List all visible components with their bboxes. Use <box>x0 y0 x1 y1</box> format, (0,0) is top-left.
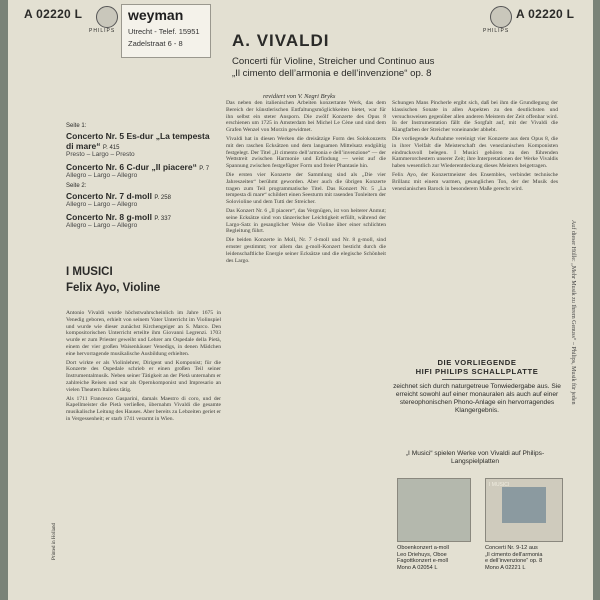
liner-paragraph: Dort wirkte er als Violinlehrer, Dirigent und Komponist; für die Konzerte des Ospedale schrieb er einen großen Teil seiner Instrumentalmusik. Neben seiner Tätigkeit an der Pietà unternahm er zahlreiche Reisen und war als Opernkomponist und Impresario an vielen Theatern Italiens tätig. <box>66 359 221 393</box>
work-ref: P. 7 <box>199 166 210 172</box>
work-ref: P. 337 <box>154 216 171 222</box>
liner-paragraph: Das neben den italienischen Arbeiten konzertante Werk, das dem Bereich der künstlerischen Entfaltungsmöglichkeiten bietet, war für ihn selbst ein steter Ansporn. Die zwölf Konzerte des Opus 8 erschienen um 1725 in Amsterdam bei Michel Le Cène und sind dem Grafen Wenzel von Morzin gewidmet. <box>226 100 386 134</box>
work-title <box>66 191 216 201</box>
promo-heading-1: DIE VORLIEGENDE <box>437 358 517 367</box>
work-subtitle <box>232 56 552 79</box>
ensemble-name: I MUSICI <box>66 266 113 278</box>
spine-text: Auf dieser Hülle: „Mehr Musik zu Ihrem Genuss“ – Philips, Musik für jeden <box>570 220 576 405</box>
work-tempi: Allegro – Largo – Allegro <box>66 172 138 179</box>
rec-line: e dell’invenzione“ op. 8 <box>485 558 543 565</box>
side-label: Seite 1: <box>66 123 87 129</box>
liner-paragraph: Als 1711 Francesco Gasparini, damals Maestro di coro, und der Kapellmeister die Pietà verließen, übernahm Vivaldi die gesamte musikalische Leitung des Hauses. Aber bereits zu Lebzeiten geriet er in Vergessenheit; er starb 1741 verarmt in Wien. <box>66 395 221 422</box>
promo-divider <box>442 379 512 380</box>
work-ref: P. 258 <box>154 195 171 201</box>
work-name: Concerto Nr. 5 Es-dur „La tempesta di mare“ <box>66 131 210 151</box>
work-tempi: Allegro – Largo – Allegro <box>66 222 138 229</box>
liner-paragraph: Schungen Mans Pincherle ergibt sich, daß bei ihm die Grundlegung der klassischen Sonate in allen Aspekten zu den deutlichsten und versuchsweisen gegenüber allen anderen Meistern der Zeit offenbar wird. In der Instrumentation fällt die Sorgfalt auf, mit der Vivaldi die Klangfarben der Streicher voneinander abhebt. <box>392 100 558 134</box>
work-tempi: Presto – Largo – Presto <box>66 151 135 158</box>
philips-shield-icon-right <box>490 6 512 28</box>
dealer-stamp <box>121 4 211 58</box>
liner-paragraph: Die vorliegende Aufnahme vereinigt vier Konzerte aus dem Opus 8, die in ihrer Vielfalt die Meisterschaft des venezianischen Komponisten eindrucksvoll belegen. I Musici gehören zu den führenden Kammerorchestern unserer Zeit; ihre Interpretationen der Werke Vivaldis haben wesentlich zur Wiederentdeckung dieses Meisters beigetragen. <box>392 135 558 170</box>
composer-title: A. VIVALDI <box>232 31 330 50</box>
brand-label-right: PHILIPS <box>483 28 510 34</box>
work-name: Concerto Nr. 7 d-moll <box>66 191 152 201</box>
printed-in-label: Printed in Holland <box>52 523 57 560</box>
liner-paragraph: Antonio Vivaldi wurde höchstwahrscheinlich im Jahre 1675 in Venedig geboren, erhielt von seinem Vater Unterricht im Violinspiel und wurde wie dieser zunächst Kirchengeiger an S. Marco. Den kompositorischen Unterricht erteilte ihm Giovanni Legrenzi. 1703 wurde er zum Priester geweiht und Lehrer am Ospedale della Pietà, einem der vier großen Waisenhäuser Venedigs, in denen Mädchen eine hervorragende musikalische Ausbildung erhielten. <box>66 310 221 357</box>
liner-paragraph: Die beiden Konzerte in Moll, Nr. 7 d-moll und Nr. 8 g-moll, sind ernster gestimmt; vor allem das g-moll-Konzert besticht durch die leidenschaftliche Energie seiner Ecksätze und die elegische Schönheit des Largo. <box>226 237 386 264</box>
work-ref: P. 415 <box>102 145 120 151</box>
soloist-name: Felix Ayo, Violine <box>66 282 161 294</box>
thumbnail-label: I MUSICI <box>489 482 510 488</box>
recording-info-left <box>397 545 449 571</box>
side-label: Seite 2: <box>66 183 87 189</box>
liner-paragraph: Die ersten vier Konzerte der Sammlung sind als „Die vier Jahreszeiten“ berühmt geworden. Aber auch die übrigen Konzerte tragen zum Teil programmatische Titel. Das Konzert Nr. 5 „La tempesta di mare“ schildert einen Seesturm mit rasenden Tonleitern der Solovioline und dem Tutti der Streicher. <box>226 171 386 206</box>
revision-credit: revidiert von V. Negri Bryks <box>263 93 336 100</box>
work-name: Concerto Nr. 8 g-moll <box>66 212 152 222</box>
subtitle-line-2: „Il cimento dell’armonia e dell’invenzione“ op. 8 <box>232 67 432 79</box>
recording-info-right <box>485 545 543 571</box>
liner-paragraph: Felix Ayo, der Konzertmeister des Ensembles, verbindet technische Brillanz mit einem warmen, gesanglichen Ton, der der Musik des venezianischen Barock in besonderem Maße gerecht wird. <box>392 171 558 192</box>
liner-notes-column-2 <box>226 100 386 590</box>
work-title <box>66 131 216 151</box>
rec-line: Fagottkonzert e-moll <box>397 558 448 565</box>
liner-paragraph: Das Konzert Nr. 6 „Il piacere“, das Vergnügen, ist von heiterer Anmut; seine Ecksätze sind von tänzerischer Leichtigkeit erfüllt, während der Largo-Satz in gesanglicher Weise die Violine über einer schlichten Begleitung führt. <box>226 207 386 235</box>
liner-notes-column-3 <box>392 100 558 352</box>
liner-paragraph: Vivaldi hat in diesen Werken die dreisätzige Form des Solokonzerts mit den raschen Ecksätzen und dem langsamen Mittelsatz endgültig festgelegt. Der Titel „Il cimento dell’armonia e dell’invenzione“ — der Wettstreit zwischen Harmonie und Erfindung — weist auf die Spannung zwischen festgefügter Form und freier Phantasie hin. <box>226 135 386 170</box>
rec-line: Mono A 02221 L <box>485 564 526 571</box>
work-title <box>66 162 216 172</box>
performers <box>66 264 160 296</box>
catalog-number-left: A 02220 L <box>24 7 83 21</box>
brand-label-left: PHILIPS <box>89 28 116 34</box>
record-sleeve-back <box>8 0 593 600</box>
promo-heading-2: HIFI PHILIPS SCHALLPLATTE <box>415 367 539 376</box>
dealer-line-2: Zadelstraat 6 - 8 <box>128 39 183 48</box>
hifi-promo <box>392 358 562 415</box>
rec-line: Concerti Nr. 9-12 aus <box>485 545 538 551</box>
rec-line: Oboenkonzert a-moll <box>397 545 449 551</box>
dealer-name: weyman <box>128 7 184 23</box>
work-tempi: Allegro – Largo – Allegro <box>66 201 138 208</box>
rec-line: Leo Driehuys, Oboe <box>397 551 447 558</box>
dealer-line-1: Utrecht - Telef. 15951 <box>128 27 200 36</box>
rec-line: Mono A 02054 L <box>397 564 438 571</box>
work-title <box>66 212 216 222</box>
other-recordings-caption: „I Musici“ spielen Werke von Vivaldi auf Philips-Langspielplatten <box>405 450 545 465</box>
album-thumbnail-concerti <box>485 478 563 542</box>
work-name: Concerto Nr. 6 C-dur „Il piacere“ <box>66 162 197 172</box>
liner-notes-column-1 <box>66 310 221 590</box>
catalog-number-right: A 02220 L <box>516 7 575 21</box>
philips-shield-icon <box>96 6 118 28</box>
track-listing <box>66 119 216 233</box>
rec-line: „Il cimento dell’armonia <box>485 551 543 558</box>
album-thumbnail-oboe <box>397 478 471 542</box>
promo-body: zeichnet sich durch naturgetreue Tonwiedergabe aus. Sie erreicht sowohl auf einer monauralen als auch auf einer stereophonischen Phono-Anlage ein hervorragendes Klangergebnis. <box>393 383 561 414</box>
subtitle-line-1: Concerti für Violine, Streicher und Continuo aus <box>232 56 435 67</box>
album-artwork <box>502 487 546 523</box>
